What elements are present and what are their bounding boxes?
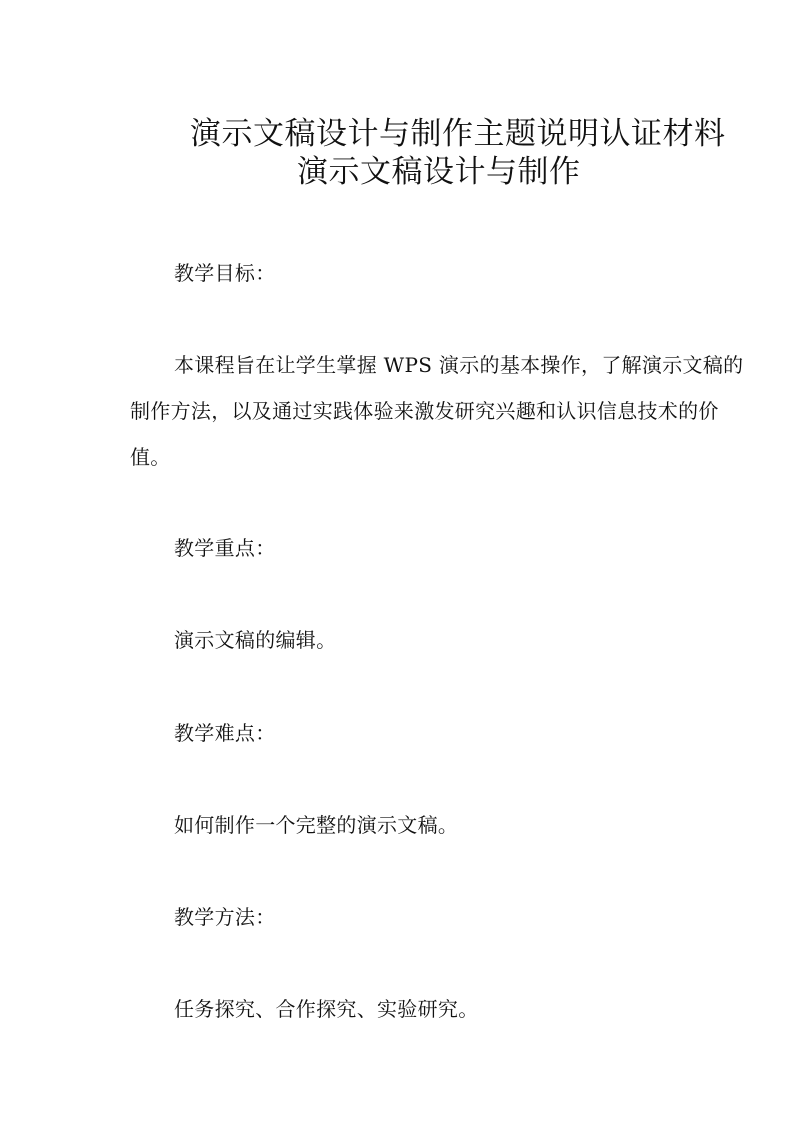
- section-content-teaching-goals: 本课程旨在让学生掌握 WPS 演示的基本操作，了解演示文稿的制作方法，以及通过实践体验来激发研究兴趣和认识信息技术的价值。: [130, 353, 744, 469]
- document-title: 演示文稿设计与制作主题说明认证材料: [190, 116, 726, 152]
- section-heading-difficulties: 教学难点：: [174, 721, 276, 745]
- section-heading-teaching-methods: 教学方法：: [174, 905, 276, 929]
- section-content-teaching-methods: 任务探究、合作探究、实验研究。: [174, 997, 479, 1021]
- section-content-key-points: 演示文稿的编辑。: [174, 628, 337, 652]
- document-subtitle: 演示文稿设计与制作: [297, 154, 581, 190]
- section-heading-teaching-goals: 教学目标：: [174, 261, 276, 285]
- section-heading-key-points: 教学重点：: [174, 536, 276, 560]
- section-content-difficulties: 如何制作一个完整的演示文稿。: [174, 813, 459, 837]
